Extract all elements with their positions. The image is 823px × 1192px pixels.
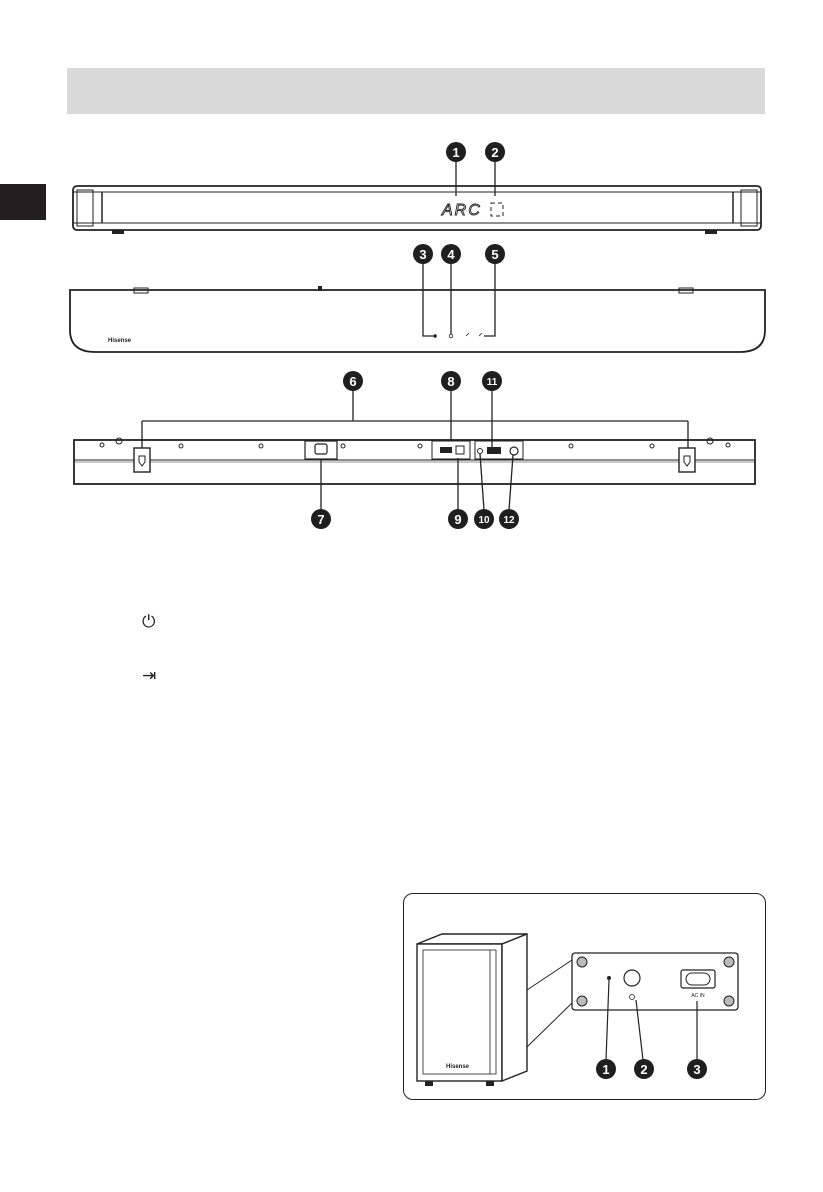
soundbar-top-view (70, 286, 765, 352)
subwoofer-frame (403, 893, 766, 1100)
callout-7 (311, 509, 331, 529)
callout-2 (485, 142, 505, 162)
callout-1 (446, 142, 466, 162)
svg-text:12: 12 (503, 515, 515, 526)
svg-text:2: 2 (491, 145, 499, 160)
subwoofer-brand-logo: Hisense (446, 1064, 470, 1070)
callout-3 (413, 244, 433, 264)
ac-in-label: AC IN (691, 993, 705, 999)
callout-11 (482, 371, 502, 391)
soundbar-rear-view (74, 438, 755, 484)
callout-6 (343, 371, 363, 391)
svg-text:1: 1 (602, 1062, 610, 1077)
svg-text:9: 9 (454, 512, 462, 527)
svg-text:2: 2 (640, 1062, 648, 1077)
callout-8 (441, 371, 461, 391)
svg-text:7: 7 (317, 512, 325, 527)
callout-4 (441, 244, 461, 264)
soundbar-front-view (73, 186, 761, 234)
brand-logo-front: Hisense (108, 338, 132, 344)
input-icon: ⇥ (142, 666, 157, 686)
callout-12 (499, 509, 519, 529)
svg-text:3: 3 (419, 247, 427, 262)
svg-text:4: 4 (447, 247, 455, 262)
svg-text:6: 6 (349, 374, 357, 389)
svg-text:11: 11 (486, 377, 498, 388)
svg-text:5: 5 (491, 247, 499, 262)
svg-text:8: 8 (447, 374, 455, 389)
svg-text:3: 3 (693, 1062, 701, 1077)
display-text: ARC (442, 202, 482, 219)
svg-text:10: 10 (478, 515, 490, 526)
callout-5 (485, 244, 505, 264)
callout-9 (448, 509, 468, 529)
power-icon: ⏻ (142, 612, 156, 632)
callout-10 (474, 509, 494, 529)
svg-text:1: 1 (452, 145, 460, 160)
